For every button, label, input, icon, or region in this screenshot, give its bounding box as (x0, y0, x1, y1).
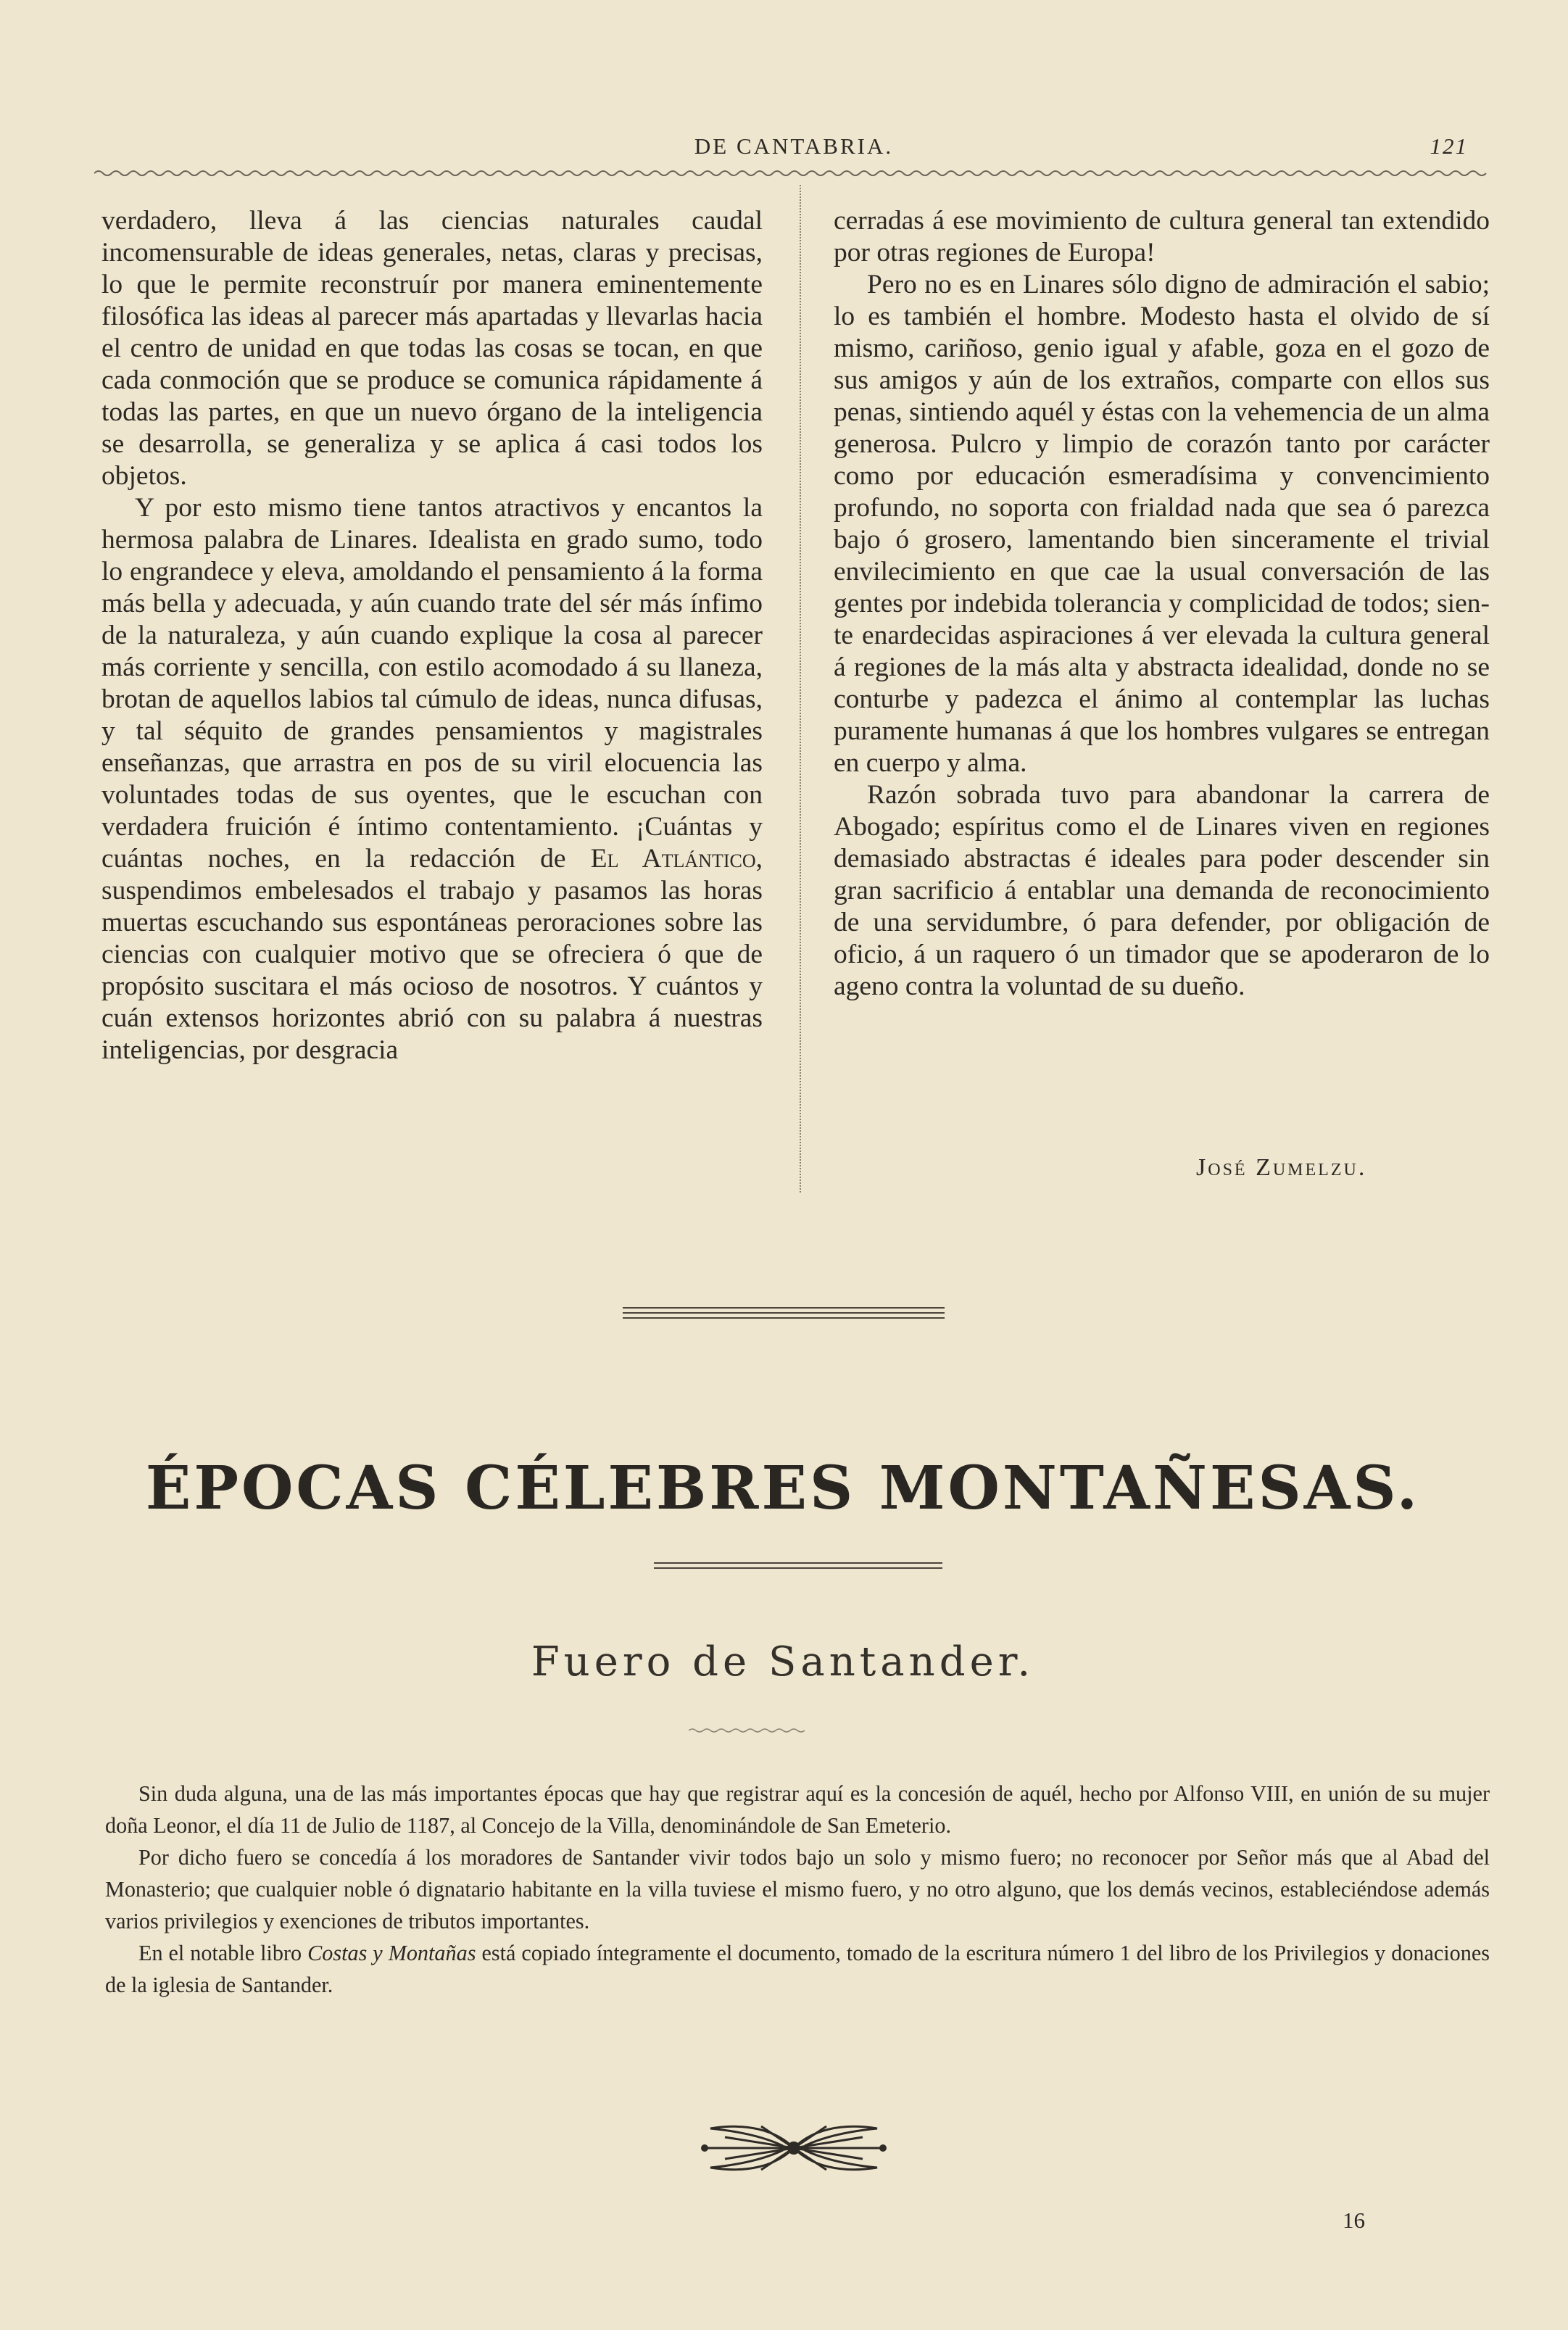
paragraph: Sin duda alguna, una de las más importantes épocas que hay que registrar aquí es la concesión de aquél, hecho por Alfonso VIII, en unión de su mujer doña Leonor, el día 11 de Julio de 1187, al Concejo de la Villa, denominándole de San Emeterio. (105, 1781, 1490, 1838)
paragraph: Razón sobrada tuvo para abandonar la carrera de Abogado; espíritus como el de Linares viven en regiones demasiado abstractas é ideales para poder descender sin gran sacrificio á entablar una demanda de reconocimiento de una servidumbre, ó para defender, por obligación de oficio, á un raquero ó un timador que se apoderaron de lo ageno contra la voluntad de su dueño. (834, 780, 1490, 1001)
paragraph-text: Y por esto mismo tiene tantos atractivos y encantos la hermosa palabra de Linares. Idealista en grado sumo, todo lo engrandece y eleva, amoldando el pensamiento á la forma más bella y adecuada, y aún cuando trate del sér más ínfimo de la naturaleza, y aún cuando explique la cosa al parecer más corriente y sencilla, con estilo acomodado á su llaneza, brotan de aquellos labios tal cúmulo de ideas, nunca difusas, y tal séquito de grandes pensamientos y magistrales enseñanzas, que arrastra en pos de su viril elocuencia las voluntades todas de sus oyentes, que le escuchan con verdadera fruición é íntimo contentamiento. ¡Cuántas y cuántas noches, en la redacción de (101, 493, 763, 874)
section-title: ÉPOCAS CÉLEBRES MONTAÑESAS. (145, 1454, 1421, 1523)
author-signature: José Zumelzu. (1196, 1154, 1367, 1181)
journal-title: DE CANTABRIA. (694, 133, 894, 159)
paragraph-text: En el notable libro (138, 1941, 302, 1965)
column-divider (800, 185, 801, 1193)
newspaper-name: El Atlántico (590, 844, 756, 874)
paragraph: verdadero, lleva á las ciencias naturales caudal incomensurable de ideas generales, netas, claras y precisas, lo que le permite reconstruír por manera eminentemente filosófica las ideas al parecer más apartadas y llevarlas hacia el centro de unidad en que todas las cosas se tocan, en que cada conmoción que se produce se comunica rápidamente á todas las partes, en que un nuevo órgano de la inteligencia se desarrolla, se generaliza y se aplica á casi todos los objetos. (101, 206, 763, 491)
paragraph-text: , suspendimos embelesados el trabajo y pasamos las horas muertas escuchando sus espontáneas peroraciones sobre las ciencias con cualquier motivo que se ofreciera ó que de propósito suscitara el más ocioso de nosotros. Y cuántos y cuán extensos horizontes abrió con su palabra á nuestras inteligencias, por desgracia (101, 844, 763, 1065)
page-signature: 16 (1343, 2207, 1365, 2233)
paragraph (105, 1937, 1490, 2001)
paragraph-text: está copiado íntegramente el documento, tomado de la escritura número 1 del libro de los Privilegios y donaciones de la iglesia de Santander. (105, 1941, 1490, 1997)
right-column (834, 205, 1490, 1003)
section-subtitle: Fuero de Santander. (531, 1638, 1035, 1686)
small-wavy-rule-icon (689, 1727, 805, 1734)
section-body (105, 1778, 1490, 2001)
wavy-rule-icon (94, 168, 1493, 178)
running-header (94, 129, 1493, 165)
floral-ornament-icon (696, 2115, 892, 2181)
page-number-top: 121 (1430, 133, 1468, 159)
section-rule-bottom (654, 1562, 942, 1572)
section-rule-top (623, 1307, 945, 1322)
paragraph: cerradas á ese movimiento de cultura general tan extendido por otras regiones de Europa! (834, 206, 1490, 268)
paragraph: Por dicho fuero se concedía á los moradores de Santander vivir todos bajo un solo y mismo fuero; no reconocer por Señor más que al Abad del Monasterio; que cualquier noble ó dignatario habitante en la villa tuviese el mismo fuero, y no otro alguno, que los demás vecinos, estableciéndose además varios privilegios y exenciones de tributos importantes. (105, 1845, 1490, 1933)
paragraph (101, 492, 763, 1066)
book-title: Costas y Montañas (307, 1941, 476, 1965)
paragraph: Pero no es en Linares sólo digno de admiración el sabio; lo es también el hombre. Modesto hasta el olvido de sí mismo, cariñoso, genio igual y afable, goza en el gozo de sus amigos y aún de los extraños, comparte con ellos sus penas, sintiendo aquél y éstas con la vehemencia de un alma generosa. Pulcro y limpio de corazón tanto por carácter como por educación esmeradísima y convencimiento profundo, no soporta con frialdad nada que sea ó parezca bajo ó grosero, lamentando bien sinceramente el trivial envilecimiento en que cae la usual conversación de las gentes por indebida tolerancia y complicidad de todos; siente enardecidas aspiraciones á ver elevada la cultura general á regiones de la más alta y abstracta idealidad, donde no se conturbe y padezca el ánimo al contemplar las luchas puramente humanas á que los hombres vulgares se entregan en cuerpo y alma. (834, 270, 1490, 778)
left-column (101, 205, 763, 1066)
